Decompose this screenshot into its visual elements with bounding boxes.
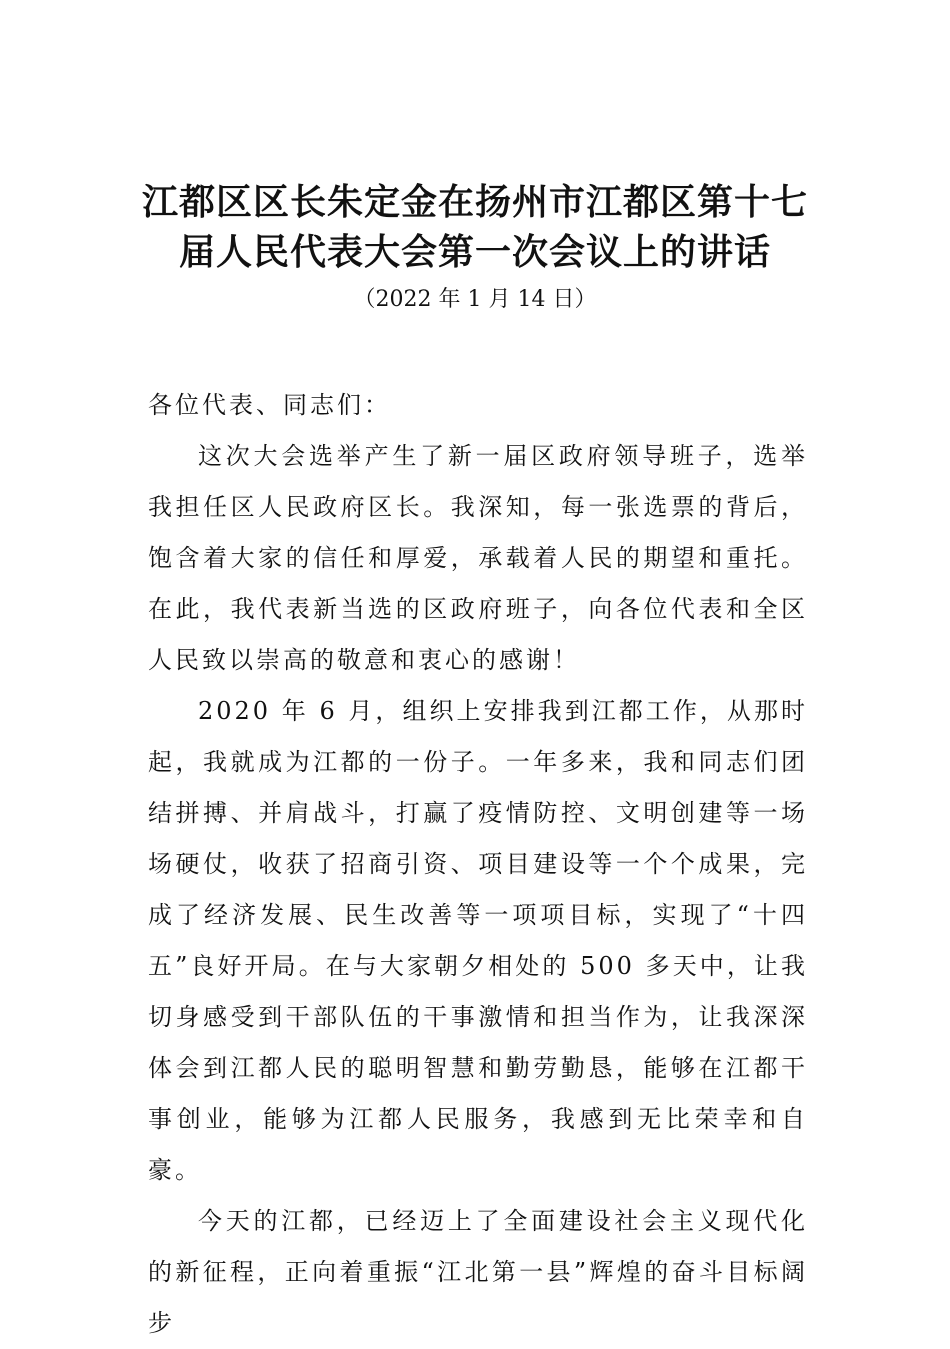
title-line-1: 江都区区长朱定金在扬州市江都区第十七 [141, 182, 808, 223]
paragraph-3: 今天的江都，已经迈上了全面建设社会主义现代化的新征程，正向着重振“江北第一县”辉煌的奋斗目标阔步 [148, 1207, 808, 1337]
speech-date: （2022 年 1 月 14 日） [353, 287, 597, 312]
document-body [148, 380, 808, 1349]
paragraph-1: 这次大会选举产生了新一届区政府领导班子，选举我担任区人民政府区长。我深知，每一张选票的背后，饱含着大家的信任和厚爱，承载着人民的期望和重托。在此，我代表新当选的区政府班子，向各位代表和全区人民致以崇高的敬意和衷心的感谢！ [148, 442, 808, 674]
salutation: 各位代表、同志们： [148, 391, 391, 419]
document-title [120, 178, 830, 278]
title-line-2: 届人民代表大会第一次会议上的讲话 [178, 232, 771, 273]
paragraph-2: 2020 年 6 月，组织上安排我到江都工作，从那时起，我就成为江都的一份子。一年多来，我和同志们团结拼搏、并肩战斗，打赢了疫情防控、文明创建等一场场硬仗，收获了招商引资、项目建设等一个个成果，完成了经济发展、民生改善等一项项目标，实现了“十四五”良好开局。在与大家朝夕相处的 500 多天中，让我切身感受到干部队伍的干事激情和担当作为，让我深深体会到江都人民的聪明智慧和勤劳勤恳，能够在江都干事创业，能够为江都人民服务，我感到无比荣幸和自豪。 [148, 697, 808, 1184]
